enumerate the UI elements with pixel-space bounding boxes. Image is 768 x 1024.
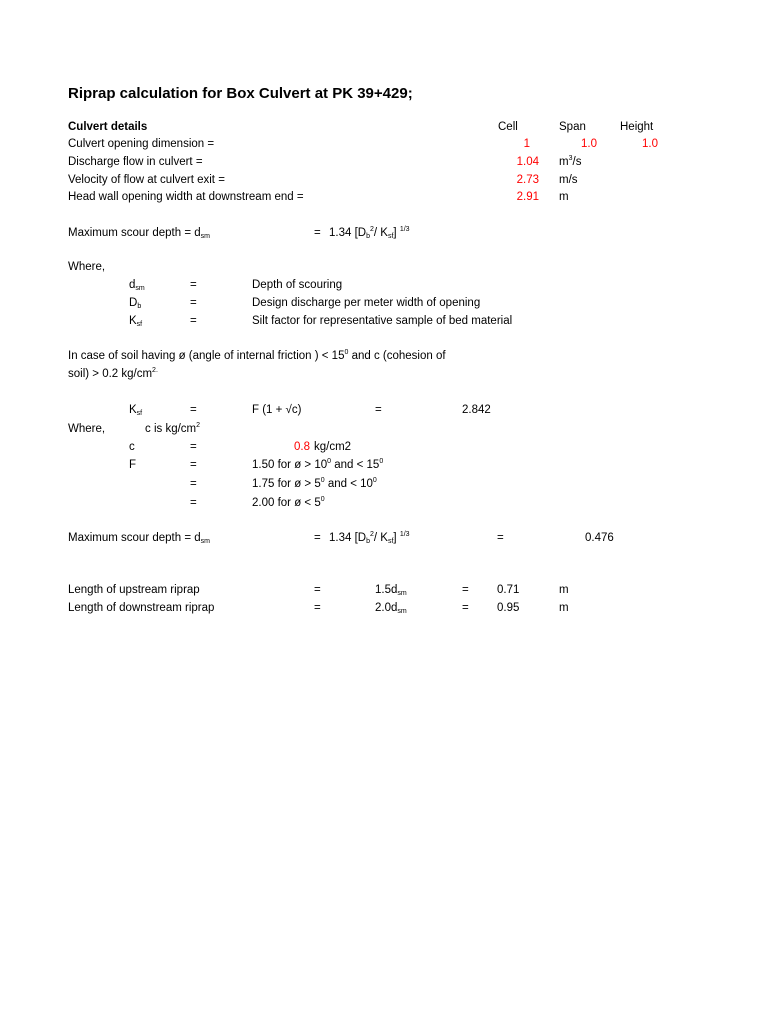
c-label: c (129, 441, 135, 453)
def-db-desc: Design discharge per meter width of opening (252, 297, 481, 309)
ksf-formula: F (1 + √c) (252, 404, 302, 416)
where-heading: Where, (68, 261, 106, 273)
downstream-riprap-unit: m (559, 602, 569, 614)
upstream-riprap-label: Length of upstream riprap (68, 584, 200, 596)
ksf-equals-2: = (375, 404, 382, 416)
scour-depth-formula: 1.34 [$D_b^2/$ $K_{sf}$] $^{1/3}$ (329, 226, 410, 240)
def-ksf-equals: = (190, 315, 197, 327)
culvert-details-heading: Culvert details (68, 121, 148, 133)
f-row-2: 1.75 for ø > $5^0$ and < $10^0$ (252, 477, 377, 490)
ksf-equals: = (190, 404, 197, 416)
downstream-riprap-equals: = (314, 602, 321, 614)
scour-depth-label: Maximum scour depth = $d_{sm}$ (68, 227, 210, 240)
velocity-label: Velocity of flow at culvert exit = (68, 174, 225, 186)
discharge-label: Discharge flow in culvert = (68, 156, 203, 168)
c-value: 0.8 (294, 441, 310, 453)
upstream-riprap-unit: m (559, 584, 569, 596)
downstream-riprap-equals-2: = (462, 602, 469, 614)
velocity-unit: m/s (559, 174, 578, 186)
scour-depth-label-2: Maximum scour depth = $d_{sm}$ (68, 532, 210, 545)
downstream-riprap-label: Length of downstream riprap (68, 602, 215, 614)
where2-heading: Where, (68, 423, 106, 435)
upstream-riprap-value: 0.71 (497, 584, 520, 596)
discharge-unit: $m^3/s$ (559, 155, 582, 168)
scour-depth-formula-2: 1.34 [$D_b^2/$ $K_{sf}$] $^{1/3}$ (329, 531, 410, 545)
page-title: Riprap calculation for Box Culvert at PK 39+429; (68, 85, 413, 102)
def-dsm-equals: = (190, 279, 197, 291)
scour-depth-result: 0.476 (585, 532, 614, 544)
c-equals: = (190, 441, 197, 453)
soil-note-line2: soil) > 0.2 $kg/cm^{2.}$ (68, 367, 158, 380)
soil-note-line1: In case of soil having ø (angle of internal friction ) < $15^0$ and c (cohesion of (68, 349, 446, 362)
ksf-symbol: $K_{sf}$ (129, 404, 143, 417)
col-height-header: Height (620, 121, 654, 133)
f-label: F (129, 459, 137, 471)
downstream-riprap-value: 0.95 (497, 602, 520, 614)
discharge-value: 1.04 (516, 156, 539, 168)
velocity-value: 2.73 (516, 174, 539, 186)
height-value: 1.0 (642, 138, 658, 150)
scour-depth-equals-2: = (314, 532, 321, 544)
def-ksf-desc: Silt factor for representative sample of bed material (252, 315, 513, 327)
upstream-riprap-equals: = (314, 584, 321, 596)
def-dsm-desc: Depth of scouring (252, 279, 343, 291)
span-value: 1.0 (581, 138, 597, 150)
upstream-riprap-equals-2: = (462, 584, 469, 596)
def-dsm-symbol: $d_{sm}$ (129, 279, 145, 292)
headwall-value: 2.91 (516, 191, 539, 203)
col-span-header: Span (559, 121, 586, 133)
downstream-riprap-factor: $2.0d_{sm}$ (375, 602, 407, 615)
scour-depth-equals: = (314, 227, 321, 239)
def-ksf-symbol: $K_{sf}$ (129, 315, 143, 328)
f-row-equals: = (190, 497, 197, 509)
def-db-symbol: $D_b$ (129, 297, 142, 310)
c-unit: kg/cm2 (314, 441, 352, 453)
f-row-equals: = (190, 478, 197, 490)
scour-depth-equals-3: = (497, 532, 504, 544)
upstream-riprap-factor: $1.5d_{sm}$ (375, 584, 407, 597)
f-row-equals: = (190, 459, 197, 471)
col-cell-header: Cell (498, 121, 518, 133)
headwall-label: Head wall opening width at downstream end = (68, 191, 304, 203)
cell-value: 1 (523, 138, 530, 150)
f-row-3: 2.00 for ø < $5^0$ (252, 496, 325, 509)
opening-dimension-label: Culvert opening dimension = (68, 138, 215, 150)
f-row-1: 1.50 for ø > $10^0$ and < $15^0$ (252, 458, 384, 471)
def-db-equals: = (190, 297, 197, 309)
headwall-unit: m (559, 191, 569, 203)
ksf-result: 2.842 (462, 404, 491, 416)
c-unit-note: c is $kg/cm^2$ (145, 422, 201, 435)
